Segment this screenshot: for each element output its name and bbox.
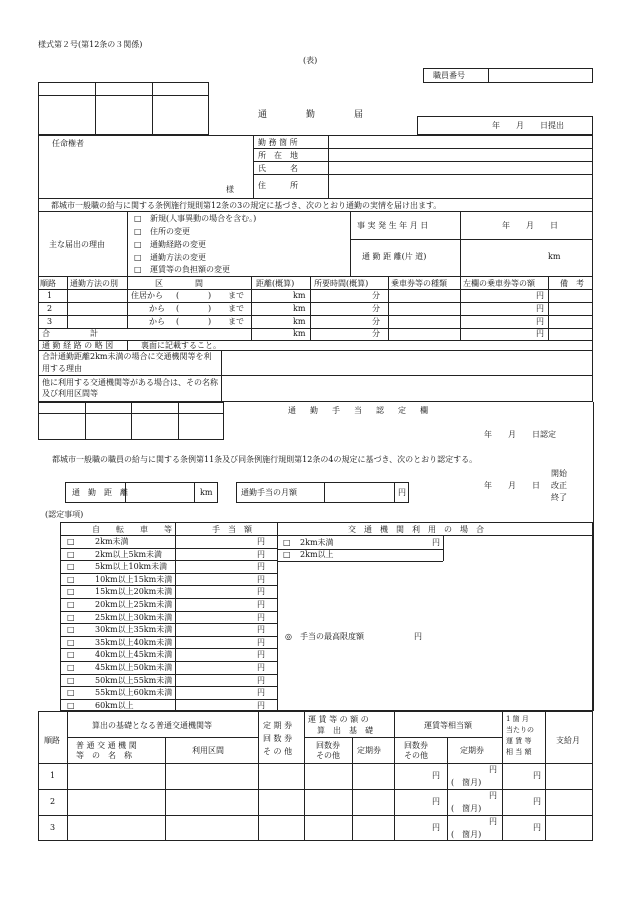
route-sketch-label: 通 勤 経 路 の 略 図 (42, 341, 114, 350)
cert-monthly-unit: 円 (398, 488, 406, 497)
monthly-line1: 1 箇 月 (506, 715, 529, 723)
row-from: から (149, 304, 165, 313)
status-end: 終了 (551, 493, 567, 502)
monthly-line3: 運 賃 等 (506, 737, 532, 745)
amount-yen: 円 (257, 675, 265, 685)
monthly-yen: 円 (533, 823, 541, 832)
name-label: 氏 名 (258, 164, 298, 173)
checkbox[interactable]: □ (134, 253, 142, 262)
application-frame (38, 135, 593, 402)
total-label: 合 計 (42, 329, 98, 338)
seal-mark: 様 (226, 185, 234, 194)
route-header-order: 順路 (40, 279, 56, 288)
route-header-section: 区 間 (155, 279, 203, 288)
route-header-ticket: 乗車券等の種類 (391, 279, 447, 288)
row-to: まで (228, 304, 244, 313)
staff-number-input[interactable] (495, 72, 585, 80)
max-limit-label: ◎ 手当の最高限度額 (285, 632, 364, 641)
paren-close: ) (208, 317, 212, 326)
fare-basis-line1: 運 賃 等 の 額 の (308, 715, 369, 724)
coupon-label-line1: 回数券 (316, 741, 340, 750)
amount-yen: 円 (257, 625, 265, 635)
bicycle-distance: 45km以上50km未満 (95, 663, 173, 672)
bicycle-distance: 30km以上35km未満 (95, 625, 173, 635)
bicycle-distance: 2km以上5km未満 (95, 549, 163, 559)
bicycle-distance: 5km以上10km未満 (95, 562, 168, 572)
appointer-label: 任命権者 (52, 139, 84, 148)
coupon-yen: 円 (432, 797, 440, 806)
checkbox[interactable]: □ (67, 688, 75, 698)
reason-option: 運賃等の負担額の変更 (150, 265, 230, 274)
row-min: 分 (372, 317, 380, 326)
coupon-label-line2: その他 (316, 751, 340, 760)
equiv-coupon-line2: その他 (404, 751, 428, 760)
checkbox[interactable]: □ (67, 600, 75, 609)
equiv-coupon-line1: 回数券 (404, 741, 428, 750)
amount-yen: 円 (257, 650, 265, 660)
row-number: 2 (47, 304, 53, 313)
season-label: 定期券 (357, 746, 381, 755)
season-months: ( 箇月) (451, 778, 482, 787)
bicycle-distance: 55km以上60km未満 (95, 688, 173, 698)
side-label: (表) (303, 56, 318, 65)
checkbox[interactable]: □ (134, 227, 142, 236)
bicycle-distance: 35km以上40km未満 (95, 637, 173, 647)
checkbox[interactable]: □ (283, 538, 291, 547)
under-2km-reason-line1: 合計通勤距離2km未満の場合に交通機関等を利 (42, 352, 212, 361)
route-header-remarks: 備 考 (560, 279, 584, 288)
amount-yen: 円 (257, 612, 265, 622)
transport-name-line2: 等 の 名 称 (76, 751, 132, 760)
checkbox[interactable]: □ (67, 549, 75, 559)
season-months: ( 箇月) (451, 830, 482, 839)
checkbox[interactable]: □ (67, 650, 75, 660)
distance-label: 通 勤 距 離(片 道) (362, 252, 427, 261)
amount-yen: 円 (257, 600, 265, 609)
row-km: km (293, 317, 306, 326)
amount-yen: 円 (257, 587, 265, 597)
checkbox[interactable]: □ (67, 574, 75, 584)
bicycle-distance: 15km以上20km未満 (95, 587, 173, 597)
amount-yen: 円 (257, 574, 265, 584)
bicycle-header: 自 転 車 等 (92, 525, 172, 534)
transport-name-line1: 普 通 交 通 機 関 (76, 741, 137, 750)
route-header-method: 通勤方法の別 (70, 279, 118, 288)
total-yen: 円 (536, 329, 544, 338)
cert-items-label: (認定事項) (45, 510, 84, 519)
bicycle-distance: 50km以上55km未満 (95, 675, 173, 685)
distance-unit: km (548, 252, 561, 261)
monthly-yen: 円 (533, 771, 541, 780)
checkbox[interactable]: □ (67, 537, 75, 546)
amount-yen: 円 (257, 562, 265, 572)
status-start: 開始 (551, 469, 567, 478)
equiv-header: 運賃等相当額 (424, 721, 472, 730)
coupon-yen: 円 (432, 771, 440, 780)
pass-type-line2: 回 数 券 (263, 734, 293, 743)
checkbox[interactable]: □ (67, 625, 75, 635)
section-label: 利用区間 (192, 746, 224, 755)
total-min: 分 (372, 329, 380, 338)
row-number: 3 (50, 823, 56, 832)
form-title: 通 勤 届 (258, 110, 371, 120)
row-yen: 円 (536, 317, 544, 326)
checkbox[interactable]: □ (67, 675, 75, 685)
total-km: km (293, 329, 306, 338)
under-2km-reason-line2: 用する理由 (42, 364, 82, 373)
workplace-label: 勤 務 箇 所 (258, 138, 298, 147)
checkbox[interactable]: □ (67, 612, 75, 622)
paren-close: ) (208, 304, 212, 313)
cert-date2: 年 月 日 (484, 481, 540, 490)
form-number: 様式第２号(第12条の３関係) (38, 40, 143, 49)
route-header-time: 所要時間(概算) (314, 279, 369, 288)
fact-date-value: 年 月 日 (502, 221, 558, 230)
other-transport-line2: 及び利用区間等 (42, 389, 98, 398)
season-yen: 円 (489, 791, 497, 800)
amount-yen: 円 (257, 637, 265, 647)
cert-distance-label: 通 勤 距 離 (72, 488, 128, 497)
certification-statement: 都城市一般職の職員の給与に関する条例第11条及び同条例施行規則第12条の4の規定に基づき、次のとおり認定する。 (52, 455, 478, 464)
row-km: km (293, 291, 306, 300)
paren-open: ( (176, 291, 180, 300)
declaration-text: 都城市一般職の給与に関する条例施行規則第12条の3の規定に基づき、次のとおり通勤の実情を届け出ます。 (51, 201, 442, 210)
reason-option: 通勤方法の変更 (150, 253, 206, 262)
monthly-line4: 相 当 額 (506, 748, 532, 756)
amount-yen: 円 (257, 663, 265, 672)
location-label: 所 在 地 (258, 151, 298, 160)
row-km: km (293, 304, 306, 313)
fare-basis-line2: 算 出 基 礎 (317, 726, 373, 735)
fare-basis-header: 算出の基礎となる普通交通機関等 (92, 721, 212, 730)
pass-type-line1: 定 期 券 (263, 721, 293, 730)
cert-distance-unit: km (200, 488, 213, 497)
season-months: ( 箇月) (451, 804, 482, 813)
checkbox[interactable]: □ (67, 700, 75, 710)
cert-monthly-label: 通勤手当の月額 (241, 488, 297, 497)
row-yen: 円 (536, 304, 544, 313)
row-to: まで (228, 317, 244, 326)
transit-header: 交 通 機 関 利 用 の 場 合 (348, 525, 484, 534)
transit-over2km: 2km以上 (300, 550, 334, 559)
row-number: 2 (50, 797, 56, 806)
checkbox[interactable]: □ (67, 663, 75, 672)
amount-yen: 円 (257, 688, 265, 698)
season-yen: 円 (489, 765, 497, 774)
certification-date: 年 月 日認定 (484, 430, 556, 439)
status-change: 改正 (551, 481, 567, 490)
bicycle-distance: 40km以上45km未満 (95, 650, 173, 660)
checkbox[interactable]: □ (134, 265, 142, 274)
amount-yen: 円 (257, 700, 265, 710)
bicycle-distance: 25km以上30km未満 (95, 612, 173, 622)
bicycle-distance: 60km以上 (95, 700, 134, 710)
amount-header: 手 当 額 (212, 525, 252, 534)
checkbox[interactable]: □ (67, 562, 75, 572)
reason-option: 通勤経路の変更 (150, 240, 206, 249)
monthly-line2: 当たりの (506, 726, 534, 734)
fact-date-label: 事 実 発 生 年 月 日 (357, 221, 429, 230)
route-header-distance: 距離(概算) (256, 279, 295, 288)
row-number: 1 (47, 291, 53, 300)
row-number: 3 (47, 317, 53, 326)
pay-month-label: 支給月 (556, 736, 580, 745)
staff-number-label: 職員番号 (433, 71, 465, 80)
checkbox[interactable]: □ (134, 240, 142, 249)
transit-under2km: 2km未満 (300, 538, 334, 547)
paren-open: ( (176, 304, 180, 313)
route-header-amount: 左欄の乗車券等の額 (463, 279, 535, 288)
checkbox[interactable]: □ (67, 637, 75, 647)
bicycle-distance: 2km未満 (95, 537, 129, 546)
certification-title: 通 勤 手 当 認 定 欄 (288, 406, 431, 415)
row-from: から (149, 317, 165, 326)
route-sketch-note: 裏面に記載すること。 (141, 341, 221, 350)
paren-open: ( (176, 317, 180, 326)
amount-yen: 円 (257, 537, 265, 546)
checkbox[interactable]: □ (134, 214, 142, 223)
pass-type-line3: そ の 他 (263, 747, 293, 756)
paren-close: ) (208, 291, 212, 300)
approval-stamp-grid (38, 82, 209, 135)
bicycle-distance: 20km以上25km未満 (95, 600, 173, 609)
reason-option: 新規(人事異動の場合を含む。) (150, 214, 257, 223)
row-min: 分 (372, 304, 380, 313)
monthly-yen: 円 (533, 797, 541, 806)
reason-option: 住所の変更 (150, 227, 190, 236)
season-yen: 円 (489, 817, 497, 826)
coupon-yen: 円 (432, 823, 440, 832)
checkbox[interactable]: □ (283, 550, 291, 559)
row-min: 分 (372, 291, 380, 300)
address-label: 住 所 (258, 181, 298, 190)
submission-date: 年 月 日提出 (492, 121, 564, 130)
row-to: まで (228, 291, 244, 300)
row-number: 1 (50, 771, 56, 780)
row-yen: 円 (536, 291, 544, 300)
amount-yen: 円 (257, 549, 265, 559)
max-limit-unit: 円 (414, 632, 422, 641)
bicycle-distance: 10km以上15km未満 (95, 574, 173, 584)
transit-yen: 円 (432, 538, 440, 547)
other-transport-line1: 他に利用する交通機関等がある場合は、その名称 (42, 378, 218, 387)
row-from: 住居から (131, 291, 163, 300)
equiv-season-label: 定期券 (460, 746, 484, 755)
fare-order-label: 順路 (44, 736, 60, 745)
checkbox[interactable]: □ (67, 587, 75, 597)
reason-label: 主な届出の理由 (49, 240, 105, 249)
